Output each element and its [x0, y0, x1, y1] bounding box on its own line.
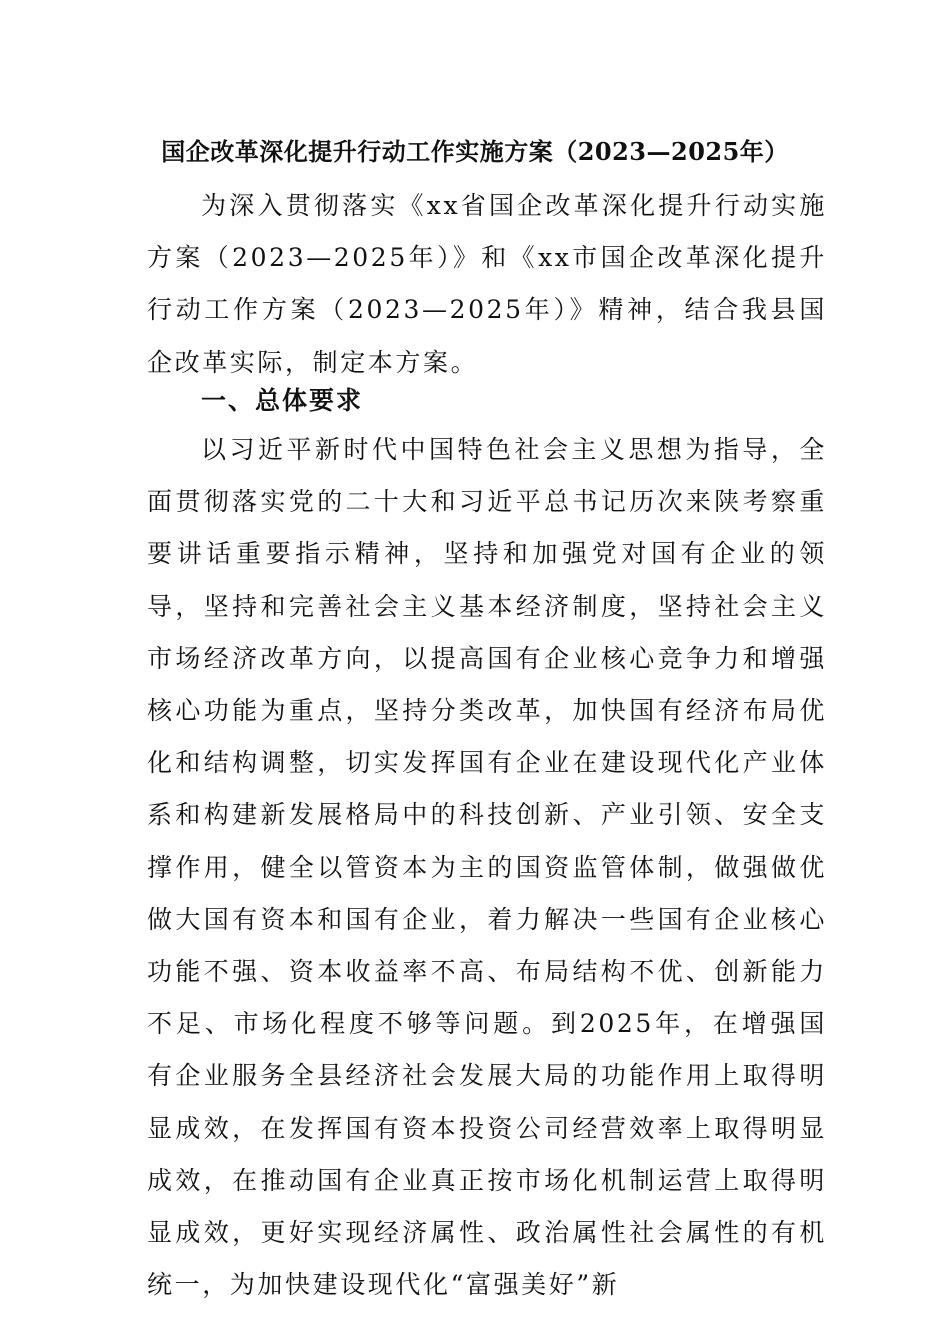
section-body-paragraph: 以习近平新时代中国特色社会主义思想为指导，全面贯彻落实党的二十大和习近平总书记历次来陕考察重要讲话重要指示精神，坚持和加强党对国有企业的领导，坚持和完善社会主义基本经济制度，坚持社会主义市场经济改革方向，以提高国有企业核心竞争力和增强核心功能为重点，坚持分类改革，加快国有经济布局优化和结构调整，切实发挥国有企业在建设现代化产业体系和构建新发展格局中的科技创新、产业引领、安全支撑作用，健全以管资本为主的国资监管体制，做强做优做大国有资本和国有企业，着力解决一些国有企业核心功能不强、资本收益率不高、布局结构不优、创新能力不足、市场化程度不够等问题。到2025年，在增强国有企业服务全县经济社会发展大局的功能作用上取得明显成效，在发挥国有资本投资公司经营效率上取得明显成效，在推动国有企业真正按市场化机制运营上取得明显成效，更好实现经济属性、政治属性社会属性的有机统一，为加快建设现代化“富强美好”新: [147, 435, 827, 1300]
document-title: 国企改革深化提升行动工作实施方案（2023—2025年）: [161, 137, 789, 166]
intro-paragraph: 为深入贯彻落实《xx省国企改革深化提升行动实施方案（2023—2025年）》和《xx市国企改革深化提升行动工作方案（2023—2025年）》精神，结合我县国企改革实际，制定本方案。: [147, 191, 827, 377]
section-heading-general-requirements: 一、总体要求: [201, 386, 364, 415]
